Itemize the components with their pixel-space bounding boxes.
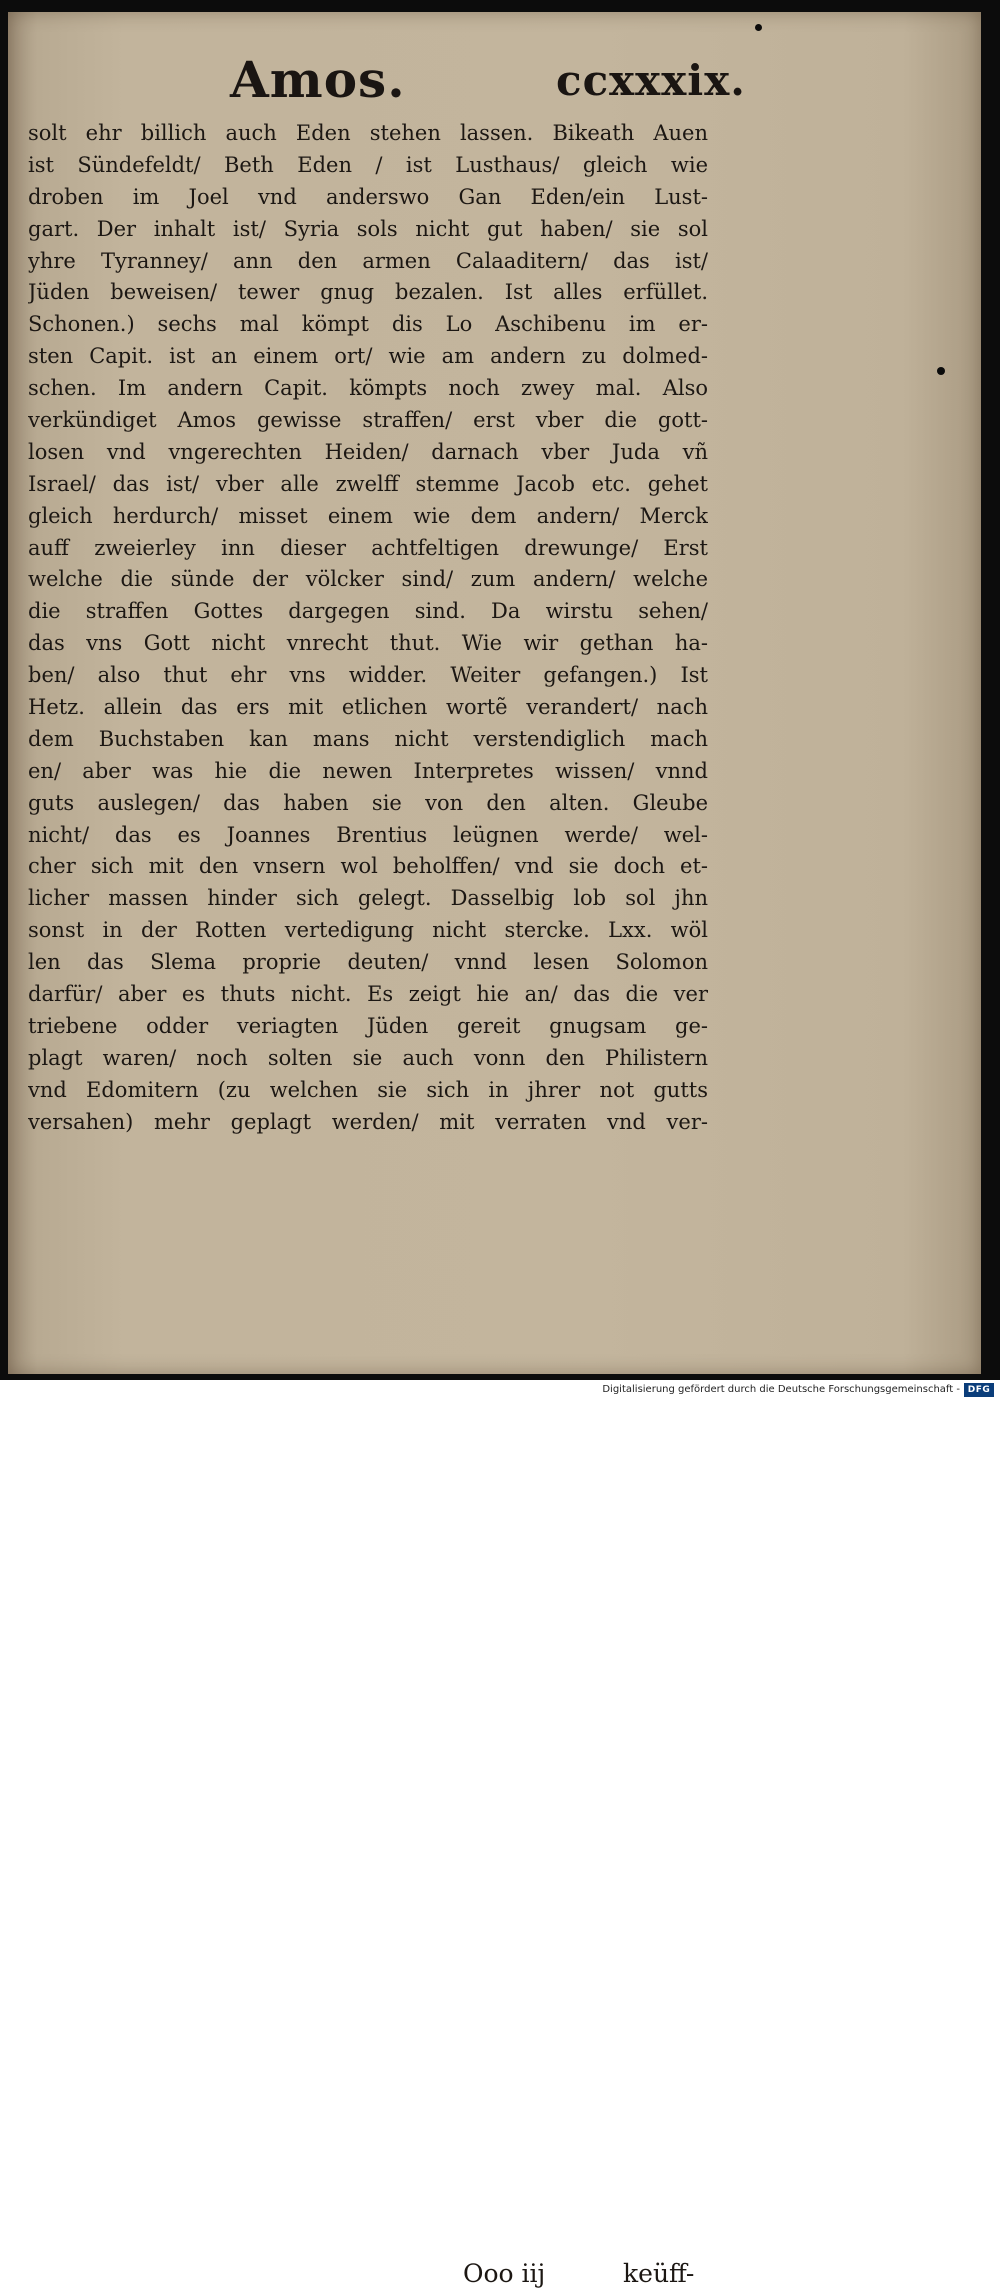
text-line: welche die sünde der völcker sind/ zum andern/ welche [28,567,708,592]
text-line: solt ehr billich auch Eden stehen lassen. Bikeath Auen [28,121,708,145]
text-line: Israel/ das ist/ vber alle zwelff stemme Jacob etc. gehet [28,471,708,496]
text-line: verkündiget Amos gewisse straffen/ erst vber die gott- [28,408,708,433]
page-header [8,12,981,122]
text-line: droben im Joel vnd anderswo Gan Eden/ein Lust- [28,184,708,209]
text-line: ist Sündefeldt/ Beth Eden / ist Lusthaus/ gleich wie [28,152,708,177]
digitization-footer [0,1380,1000,1402]
text-line: versahen) mehr geplagt werden/ mit verraten vnd ver- [28,1109,708,1134]
text-line: guts auslegen/ das haben sie von den alten. Gleube [28,790,708,815]
text-line: len das Slema proprie deuten/ vnnd lesen Solomon [28,950,708,975]
text-line: sonst in der Rotten vertedigung nicht stercke. Lxx. wöl [28,918,708,943]
running-head: Amos. [230,50,406,109]
text-line: die straffen Gottes dargegen sind. Da wirstu sehen/ [28,599,708,624]
text-line: gleich herdurch/ misset einem wie dem andern/ Merck [28,503,708,528]
text-line: licher massen hinder sich gelegt. Dasselbig lob sol jhn [28,886,708,911]
ink-spot-margin [937,367,945,375]
page-foot [463,1134,703,2288]
text-line: Jüden beweisen/ tewer gnug bezalen. Ist alles erfüllet. [28,280,708,305]
text-line: vnd Edomitern (zu welchen sie sich in jhrer not gutts [28,1077,708,1102]
text-line: cher sich mit den vnsern wol beholffen/ vnd sie doch et- [28,854,708,879]
text-line: gart. Der inhalt ist/ Syria sols nicht gut haben/ sie sol [28,216,708,241]
text-line: yhre Tyranney/ ann den armen Calaaditern/ das ist/ [28,248,708,273]
dfg-logo: DFG [964,1383,994,1397]
text-line: plagt waren/ noch solten sie auch vonn den Philistern [28,1045,708,1070]
text-line: dem Buchstaben kan mans nicht verstendiglich mach [28,726,708,751]
text-line: en/ aber was hie die newen Interpretes wissen/ vnnd [28,758,708,783]
text-line: darfür/ aber es thuts nicht. Es zeigt hie an/ das die ver [28,982,708,1007]
funding-credit: Digitalisierung gefördert durch die Deutsche Forschungsgemeinschaft - [602,1384,960,1395]
text-line: das vns Gott nicht vnrecht thut. Wie wir gethan ha- [28,631,708,656]
folio-number: ccxxxix. [556,56,746,105]
signature-mark: Ooo iij [463,2259,546,2288]
text-line: auff zweierley inn dieser achtfeltigen drewunge/ Erst [28,535,708,560]
text-line: nicht/ das es Joannes Brentius leügnen werde/ wel- [28,822,708,847]
text-line: Hetz. allein das ers mit etlichen wortẽ verandert/ nach [28,695,708,720]
body-text [28,118,708,1139]
text-line: Schonen.) sechs mal kömpt dis Lo Aschibenu im er- [28,312,708,337]
text-line: ben/ also thut ehr vns widder. Weiter gefangen.) Ist [28,663,708,688]
text-line: losen vnd vngerechten Heiden/ darnach vber Juda vñ [28,439,708,464]
text-line: schen. Im andern Capit. kömpts noch zwey mal. Also [28,376,708,401]
catchword: keüff- [623,2259,695,2288]
text-line: sten Capit. ist an einem ort/ wie am andern zu dolmed- [28,344,708,369]
text-line: triebene odder veriagten Jüden gereit gnugsam ge- [28,1013,708,1038]
